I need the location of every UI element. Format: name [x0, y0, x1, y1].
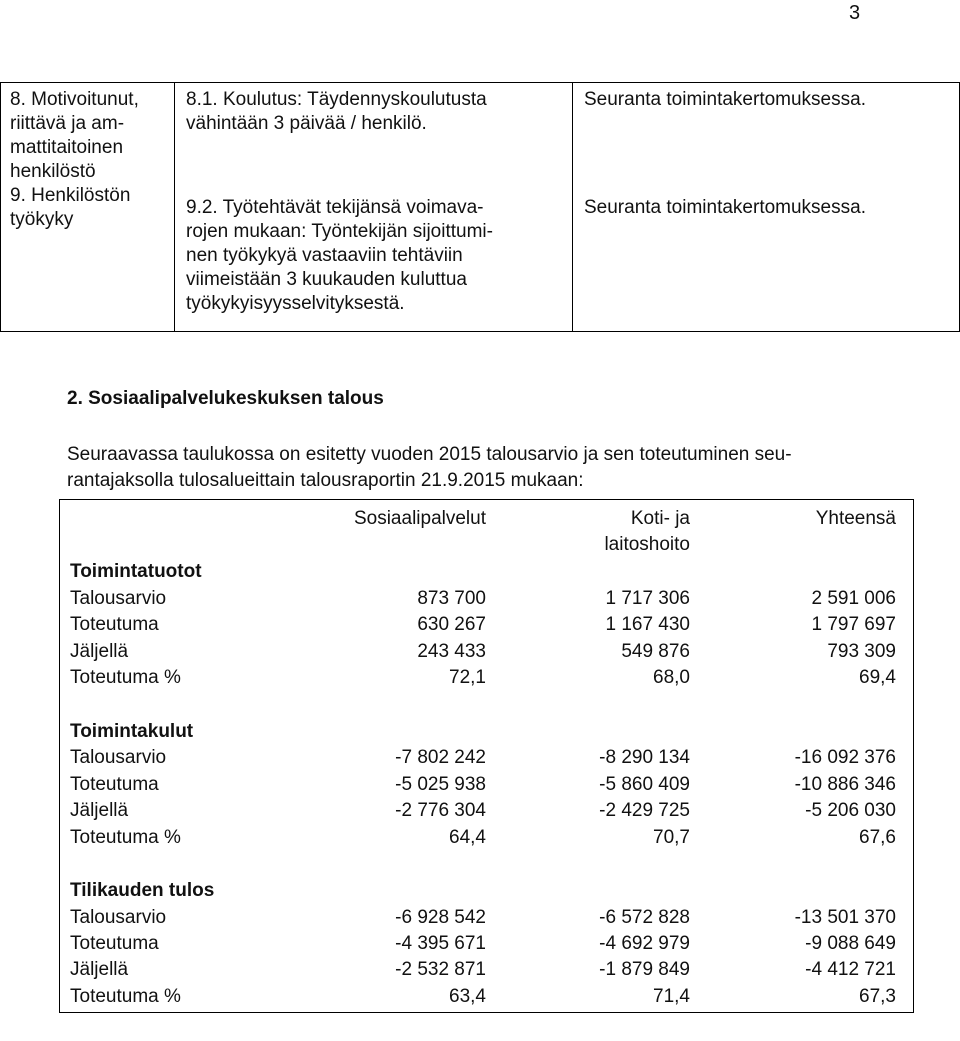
- followup-text: Seuranta toimintakertomuksessa.: [584, 89, 866, 110]
- group-title-tilikauden-tulos: Tilikauden tulos: [70, 880, 215, 901]
- row-label: Talousarvio: [70, 747, 167, 768]
- cell-koti: -2 429 725: [599, 800, 690, 821]
- cell-koti: -8 290 134: [599, 747, 690, 768]
- cell-total: -10 886 346: [794, 774, 896, 795]
- row-label: Toteutuma %: [70, 667, 181, 688]
- goals-table: [0, 82, 960, 332]
- followup-8-1-cell: [584, 88, 866, 112]
- page-number: 3: [849, 2, 861, 24]
- col-header-yhteensa: Yhteensä: [815, 508, 896, 529]
- row-label: Jäljellä: [70, 800, 129, 821]
- row-label: Toteutuma: [70, 774, 159, 795]
- followup-text: Seuranta toimintakertomuksessa.: [584, 197, 866, 218]
- measure-line: työkykyisyysselvityksestä.: [186, 293, 405, 314]
- cell-total: 2 591 006: [811, 588, 896, 609]
- category-line: 8. Motivoitunut,: [10, 89, 139, 110]
- category-line: riittävä ja am-: [10, 113, 125, 134]
- cell-total: 793 309: [827, 641, 896, 662]
- measure-line: 9.2. Työtehtävät tekijänsä voimava-: [186, 197, 484, 218]
- cell-koti: -4 692 979: [599, 933, 690, 954]
- col-header-koti-line2: laitoshoito: [604, 534, 690, 555]
- cell-total: -13 501 370: [794, 907, 896, 928]
- goal-category-cell: [10, 88, 139, 232]
- measure-line: 8.1. Koulutus: Täydennyskoulutusta: [186, 89, 487, 110]
- category-line: työkyky: [10, 209, 74, 230]
- cell-total: -16 092 376: [794, 747, 896, 768]
- cell-total: -9 088 649: [805, 933, 896, 954]
- category-line: mattitaitoinen: [10, 137, 124, 158]
- cell-total: -4 412 721: [805, 959, 896, 980]
- measure-line: vähintään 3 päivää / henkilö.: [186, 113, 427, 134]
- category-line: henkilöstö: [10, 161, 96, 182]
- group-title-toimintakulut: Toimintakulut: [70, 721, 194, 742]
- cell-sos: 72,1: [449, 667, 486, 688]
- cell-sos: 64,4: [449, 827, 486, 848]
- measure-9-2-cell: [186, 196, 493, 316]
- col-header-koti-line1: Koti- ja: [630, 508, 690, 529]
- cell-sos: -7 802 242: [395, 747, 486, 768]
- row-label: Jäljellä: [70, 641, 129, 662]
- cell-sos: -5 025 938: [395, 774, 486, 795]
- measure-line: viimeistään 3 kuukauden kuluttua: [186, 269, 467, 290]
- group-title-toimintatuotot: Toimintatuotot: [70, 561, 202, 582]
- followup-9-2-cell: [584, 196, 866, 220]
- table-border-bottom: [0, 331, 960, 332]
- cell-sos: -2 532 871: [395, 959, 486, 980]
- cell-sos: 63,4: [449, 986, 486, 1007]
- cell-koti: 1 717 306: [605, 588, 690, 609]
- row-label: Talousarvio: [70, 907, 167, 928]
- cell-sos: -2 776 304: [395, 800, 486, 821]
- row-label: Toteutuma: [70, 614, 159, 635]
- cell-koti: 70,7: [653, 827, 690, 848]
- cell-sos: -4 395 671: [395, 933, 486, 954]
- finance-table: [59, 499, 914, 1013]
- cell-sos: 630 267: [417, 614, 486, 635]
- row-label: Toteutuma %: [70, 986, 181, 1007]
- cell-koti: 1 167 430: [605, 614, 690, 635]
- cell-koti: -5 860 409: [599, 774, 690, 795]
- cell-sos: -6 928 542: [395, 907, 486, 928]
- cell-koti: -1 879 849: [599, 959, 690, 980]
- section-heading: 2. Sosiaalipalvelukeskuksen talous: [67, 388, 384, 409]
- intro-paragraph: [67, 442, 947, 494]
- cell-koti: 71,4: [653, 986, 690, 1007]
- row-label: Jäljellä: [70, 959, 129, 980]
- cell-total: -5 206 030: [805, 800, 896, 821]
- table-divider-2: [572, 82, 573, 332]
- cell-koti: -6 572 828: [599, 907, 690, 928]
- cell-total: 67,3: [859, 986, 896, 1007]
- cell-sos: 243 433: [417, 641, 486, 662]
- cell-koti: 68,0: [653, 667, 690, 688]
- cell-koti: 549 876: [621, 641, 690, 662]
- row-label: Talousarvio: [70, 588, 167, 609]
- cell-total: 67,6: [859, 827, 896, 848]
- table-border-left: [0, 82, 1, 332]
- col-header-sosiaalipalvelut: Sosiaalipalvelut: [353, 508, 486, 529]
- category-line: 9. Henkilöstön: [10, 185, 131, 206]
- table-divider-1: [174, 82, 175, 332]
- row-label: Toteutuma: [70, 933, 159, 954]
- row-label: Toteutuma %: [70, 827, 181, 848]
- intro-line: Seuraavassa taulukossa on esitetty vuoden 2015 talousarvio ja sen toteutuminen seu-: [67, 444, 792, 465]
- cell-total: 69,4: [859, 667, 896, 688]
- table-border-top: [0, 82, 960, 83]
- cell-total: 1 797 697: [811, 614, 896, 635]
- measure-line: rojen mukaan: Työntekijän sijoittumi-: [186, 221, 493, 242]
- measure-line: nen työkykyä vastaaviin tehtäviin: [186, 245, 463, 266]
- intro-line: rantajaksolla tulosalueittain talousraportin 21.9.2015 mukaan:: [67, 470, 584, 491]
- cell-sos: 873 700: [417, 588, 486, 609]
- measure-8-1-cell: [186, 88, 487, 136]
